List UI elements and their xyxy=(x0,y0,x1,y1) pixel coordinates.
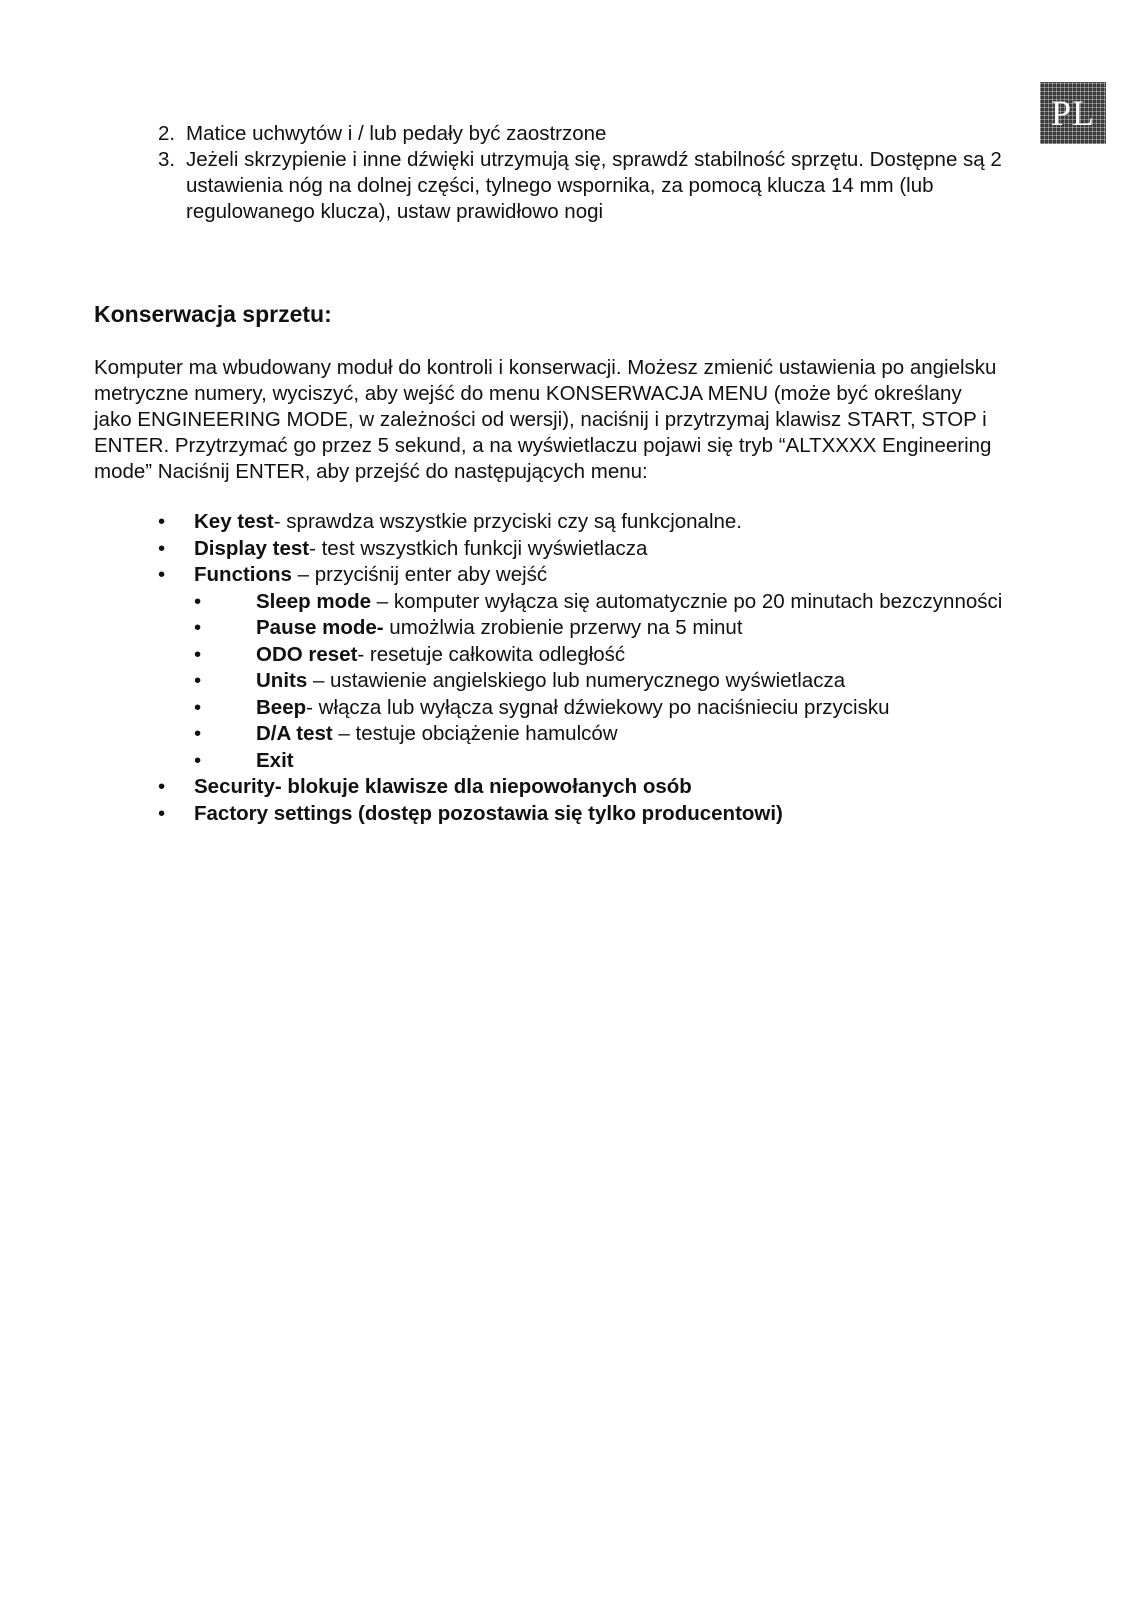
sub-bullet-odo-reset xyxy=(158,642,1098,669)
bullet-term: Units xyxy=(256,669,308,692)
bullet-term: Pause mode- xyxy=(256,616,384,639)
bullet-display-test xyxy=(158,536,1098,563)
bullet-term: Factory settings (dostęp pozostawia się tylko producentowi) xyxy=(194,801,783,825)
bullet-factory-settings xyxy=(158,801,1098,828)
bullet-term: D/A test xyxy=(256,722,333,745)
paragraph-line: mode” Naciśnij ENTER, aby przejść do następujących menu: xyxy=(94,460,648,483)
bullet-desc: - resetuje całkowita odległość xyxy=(357,642,626,666)
bullet-dot: • xyxy=(194,589,202,613)
bullet-desc: – testuje obciążenie hamulców xyxy=(332,722,618,745)
bullet-dot: • xyxy=(158,536,166,560)
sub-bullet-da-test xyxy=(158,721,1098,748)
intro-paragraph xyxy=(94,355,1084,485)
bullet-desc: – komputer wyłącza się automatycznie po 20 minutach bezczynności xyxy=(371,589,1003,613)
language-badge-text: PL xyxy=(1050,93,1095,133)
paragraph-line: jako ENGINEERING MODE, w zależności od wersji), naciśnij i przytrzymaj klawisz START, STOP i xyxy=(94,408,987,431)
paragraph-line: Komputer ma wbudowany moduł do kontroli i konserwacji. Możesz zmienić ustawienia po angielsku xyxy=(94,356,997,379)
bullet-term: Sleep mode xyxy=(256,589,372,613)
menu-bullet-list xyxy=(158,509,1098,827)
sub-bullet-sleep-mode xyxy=(158,589,1098,616)
bullet-security xyxy=(158,774,1098,801)
item-number: 2. xyxy=(158,122,176,145)
bullet-desc: – ustawienie angielskiego lub numerycznego wyświetlacza xyxy=(307,669,846,692)
item-text-line: Jeżeli skrzypienie i inne dźwięki utrzymują się, sprawdź stabilność sprzętu. Dostępne są 2 xyxy=(186,148,1002,171)
sub-bullet-beep xyxy=(158,695,1098,722)
bullet-term: Key test xyxy=(194,510,274,533)
sub-bullet-pause-mode xyxy=(158,615,1098,642)
numbered-item-2 xyxy=(158,121,1088,147)
bullet-term: ODO reset xyxy=(256,642,358,666)
numbered-list xyxy=(158,121,1088,225)
bullet-desc: umożlwia zrobienie przerwy na 5 minut xyxy=(383,616,743,639)
bullet-term: Security- blokuje klawisze dla niepowołanych osób xyxy=(194,775,692,798)
bullet-key-test xyxy=(158,509,1098,536)
bullet-dot: • xyxy=(194,616,202,639)
bullet-dot: • xyxy=(158,801,166,825)
paragraph-line: ENTER. Przytrzymać go przez 5 sekund, a na wyświetlaczu pojawi się tryb “ALTXXXX Engineering xyxy=(94,434,992,457)
bullet-term: Display test xyxy=(194,536,310,560)
bullet-term: Functions xyxy=(194,563,292,586)
bullet-desc: - włącza lub wyłącza sygnał dźwiekowy po naciśnieciu przycisku xyxy=(306,695,890,719)
item-text: Matice uchwytów i / lub pedały być zaostrzone xyxy=(186,122,607,145)
bullet-desc: - sprawdza wszystkie przyciski czy są funkcjonalne. xyxy=(273,510,743,533)
bullet-dot: • xyxy=(158,563,166,586)
bullet-dot: • xyxy=(158,775,166,798)
bullet-desc: - test wszystkich funkcji wyświetlacza xyxy=(309,536,648,560)
bullet-dot: • xyxy=(194,722,202,745)
bullet-dot: • xyxy=(158,510,166,533)
bullet-dot: • xyxy=(194,748,202,772)
bullet-term: Beep xyxy=(256,695,307,719)
sub-bullet-exit xyxy=(158,748,1098,775)
bullet-dot: • xyxy=(194,642,202,666)
section-title: Konserwacja sprzetu: xyxy=(94,301,332,327)
bullet-dot: • xyxy=(194,695,202,719)
bullet-functions xyxy=(158,562,1098,589)
item-number: 3. xyxy=(158,148,176,171)
bullet-term: Exit xyxy=(256,748,294,772)
item-text-line: ustawienia nóg na dolnej części, tylnego wspornika, za pomocą klucza 14 mm (lub xyxy=(186,174,934,197)
bullet-dot: • xyxy=(194,669,202,692)
item-text-line: regulowanego klucza), ustaw prawidłowo nogi xyxy=(186,200,604,223)
paragraph-line: metryczne numery, wyciszyć, aby wejść do menu KONSERWACJA MENU (może być określany xyxy=(94,382,962,405)
sub-bullet-units xyxy=(158,668,1098,695)
numbered-item-3 xyxy=(158,147,1088,225)
bullet-desc: – przyciśnij enter aby wejść xyxy=(291,563,548,586)
